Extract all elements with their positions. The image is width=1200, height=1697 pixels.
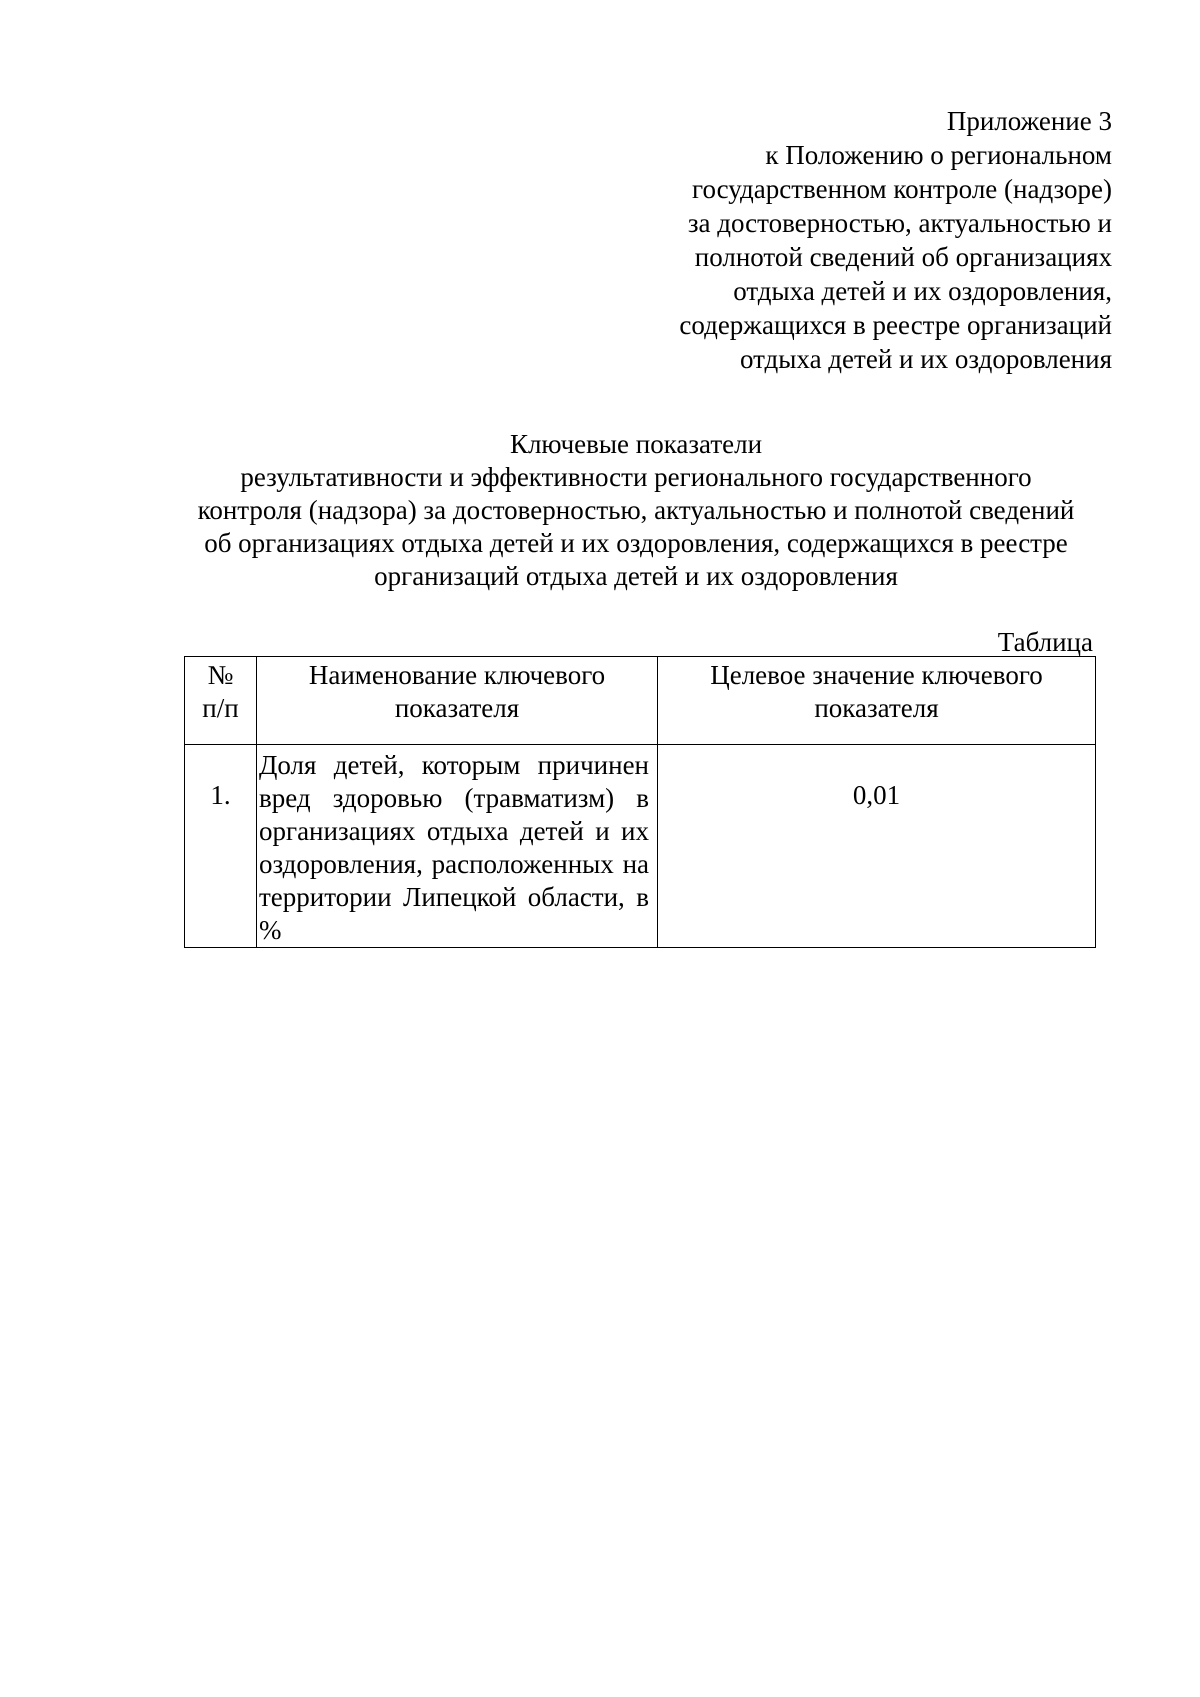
header-target-line: Целевое значение ключевого <box>710 660 1043 690</box>
header-number-line: № <box>207 660 234 690</box>
header-indicator-name <box>257 657 658 745</box>
header-name-line: показателя <box>394 693 520 723</box>
row-target-value: 0,01 <box>658 745 1096 948</box>
appendix-line: к Положению о региональном <box>765 140 1112 170</box>
document-title <box>0 428 1200 593</box>
table-row <box>185 745 1096 948</box>
title-line: контроля (надзора) за достоверностью, актуальностью и полнотой сведений <box>197 495 1075 525</box>
header-name-line: Наименование ключевого <box>308 660 606 690</box>
title-line: организаций отдыха детей и их оздоровления <box>374 561 898 591</box>
header-number-line: п/п <box>202 693 239 723</box>
appendix-line: содержащихся в реестре организаций <box>679 310 1112 340</box>
appendix-line: полнотой сведений об организациях <box>694 242 1112 272</box>
title-line: результативности и эффективности регионального государственного <box>240 462 1032 492</box>
title-line: об организациях отдыха детей и их оздоровления, содержащихся в реестре <box>204 528 1068 558</box>
appendix-line: государственном контроле (надзоре) <box>692 174 1112 204</box>
appendix-line: Приложение 3 <box>946 106 1112 136</box>
header-target-value <box>658 657 1096 745</box>
header-number <box>185 657 257 745</box>
appendix-line: за достоверностью, актуальностью и <box>687 208 1112 238</box>
appendix-reference <box>679 104 1112 376</box>
title-line: Ключевые показатели <box>509 429 763 459</box>
table-caption: Таблица <box>997 627 1093 657</box>
appendix-line: отдыха детей и их оздоровления, <box>733 276 1112 306</box>
row-number: 1. <box>185 745 257 948</box>
table-header-row <box>185 657 1096 745</box>
appendix-line: отдыха детей и их оздоровления <box>739 344 1112 374</box>
header-target-line: показателя <box>814 693 939 723</box>
kpi-table <box>184 656 1096 948</box>
row-indicator-name: Доля детей, которым причинен вред здоровью (травматизм) в организациях отдыха детей и их оздоровления, расположенных на территории Липецкой области, в % <box>257 745 658 948</box>
